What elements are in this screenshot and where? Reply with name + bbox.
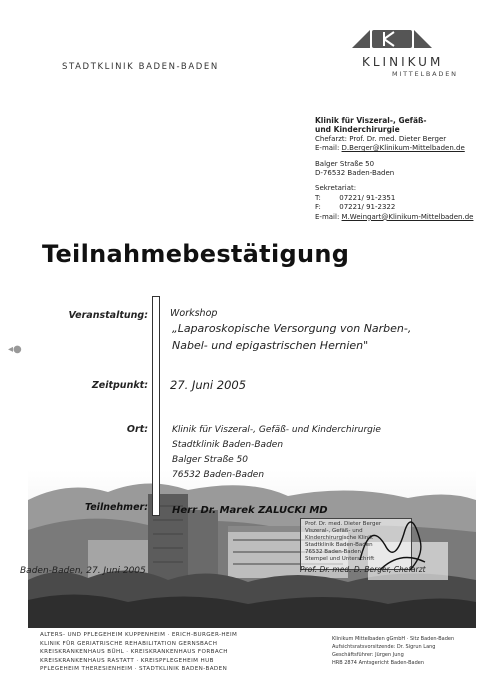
fax-number: 07221/ 91-2322 [339, 203, 396, 212]
vertical-divider-bar [152, 296, 160, 516]
footer-company-line: HRB 2874 Amtsgericht Baden-Baden [332, 660, 425, 666]
fax-label: F: [315, 203, 321, 212]
event-date: 27. Juni 2005 [170, 378, 247, 392]
stamp-line1: Prof. Dr. med. Dieter Berger [305, 521, 382, 527]
date-label: Zeitpunkt: [91, 380, 148, 391]
location-line2: Stadtklinik Baden-Baden [172, 440, 284, 450]
footer-company-line: Geschäftsführer: Jürgen Jung [332, 652, 404, 658]
event-location [172, 423, 381, 483]
location-line4: 76532 Baden-Baden [172, 470, 265, 480]
participant-label: Teilnehmer: [84, 502, 148, 513]
participant-name: Herr Dr. Marek ZALUCKI MD [172, 505, 328, 516]
footer-facilities [40, 631, 237, 674]
email-label: E-mail: [315, 212, 340, 221]
event-topic-line2: Nabel- und epigastrischen Hernien" [172, 339, 369, 352]
stamp-line2: Viszeral-, Gefäß- und [305, 528, 363, 534]
logo-name: KLINIKUM [362, 55, 444, 69]
location-label: Ort: [126, 424, 148, 435]
event-label: Veranstaltung: [68, 310, 148, 321]
punch-hole-icon: ◂● [8, 344, 22, 355]
footer-company-line: Aufsichtsratsvorsitzende: Dr. Sigrun Lang [332, 644, 436, 650]
department-name-line2: und Kinderchirurgie [315, 125, 400, 135]
stamp-line6: Stempel und Unterschrift [305, 556, 375, 562]
city-address: D-76532 Baden-Baden [315, 169, 395, 178]
document-title: Teilnahmebestätigung [42, 240, 350, 268]
secretariat-email-link[interactable]: M.Weingart@Klinikum-Mittelbaden.de [341, 212, 474, 221]
location-line1: Klinik für Viszeral-, Gefäß- und Kinderchirurgie [172, 425, 381, 435]
stamp-line4: Stadtklinik Baden-Baden [305, 542, 373, 548]
chief-physician: Chefarzt: Prof. Dr. med. Dieter Berger [315, 134, 447, 143]
phone-number: 07221/ 91-2351 [339, 193, 396, 202]
signature-caption: Prof. Dr. med. D. Berger, Chefarzt [300, 565, 426, 574]
header-org-name: STADTKLINIK BADEN-BADEN [62, 62, 219, 72]
stamp-line5: 76532 Baden-Baden [305, 549, 362, 555]
footer-company-info [332, 635, 454, 667]
phone-label: T: [315, 193, 321, 202]
footer-company-line: Klinikum Mittelbaden gGmbH · Sitz Baden-Baden [332, 636, 455, 642]
place-and-date: Baden-Baden, 27. Juni 2005 [20, 566, 146, 576]
secretariat-label: Sekretariat: [315, 184, 357, 193]
footer-facility-line: ALTERS- UND PFLEGEHEIM KUPPENHEIM · ERICH-BURGER-HEIM [40, 632, 238, 638]
email-label: E-mail: [315, 144, 340, 153]
klinikum-logo-icon [350, 28, 434, 50]
footer-facility-line: PFLEGEHEIM THERESIENHEIM · STADTKLINIK BADEN-BADEN [40, 666, 228, 673]
contact-block [315, 116, 473, 222]
street-address: Balger Straße 50 [315, 159, 375, 168]
event-topic [172, 320, 411, 354]
chief-email-link[interactable]: D.Berger@Klinikum-Mittelbaden.de [341, 144, 465, 153]
footer-facility-line: KREISKRANKENHAUS RASTATT · KREISPFLEGEHEIM HUB [40, 657, 214, 664]
department-name-line1: Klinik für Viszeral-, Gefäß- [315, 116, 427, 125]
location-line3: Balger Straße 50 [172, 455, 248, 465]
event-topic-line1: „Laparoskopische Versorgung von Narben-, [172, 322, 412, 335]
footer-facility-line: KREISKRANKENHAUS BÜHL · KREISKRANKENHAUS FORBACH [40, 649, 228, 656]
stamp-line3: Kinderchirurgische Klinik [305, 535, 373, 541]
event-type: Workshop [170, 308, 218, 319]
footer-facility-line: KLINIK FÜR GERIATRISCHE REHABILITATION GERNSBACH [40, 640, 218, 647]
logo-subtitle: MITTELBADEN [392, 70, 458, 78]
